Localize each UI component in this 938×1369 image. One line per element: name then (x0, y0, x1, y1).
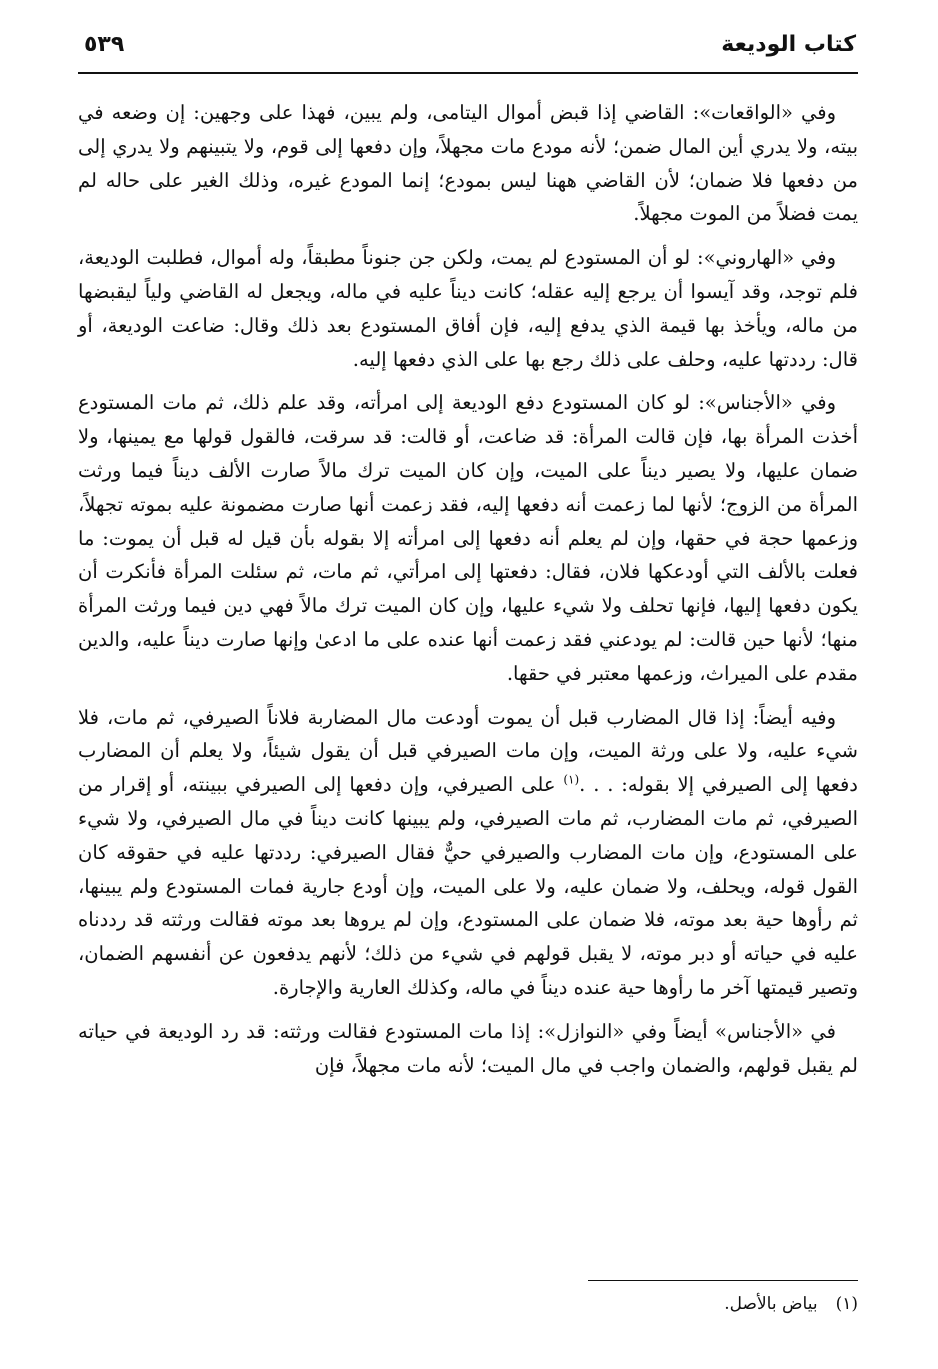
paragraph-mudarib-start: وفيه أيضاً: إذا قال المضارب قبل أن يموت أودعت مال المضاربة فلاناً الصيرفي، ثم مات، فلا شيء عليه، ولا على ورثة الميت، وإن مات الصيرفي قبل أن يقول شيئاً، ولا يعلم أن المضارب دفعها إلى الصيرفي إلا بقوله: . . . (78, 705, 858, 797)
main-text (78, 96, 858, 1082)
paragraph-ajnas: وفي «الأجناس»: لو كان المستودع دفع الوديعة إلى امرأته، وقد علم ذلك، ثم مات المستودع أخذت المرأة بها، فإن قالت المرأة: قد ضاعت، أو قالت: قد سرقت، فالقول قولها مع يمينها، ولا ضمان عليها، ولا يصير ديناً على الميت، وإن كان الميت ترك مالاً صارت الألف ديناً فيما ورثت المرأة من الزوج؛ لأنها لما زعمت أنه دفعها إليه، فقد زعمت أنها صارت مضمونة عليه بموته تجهلاً، وزعمها حجة في حقها، وإن لم يعلم أنه دفعها إلى امرأته إلا بقوله بأن قيل له قبل أن يموت: ما فعلت بالألف التي أودعكها فلان، فقال: دفعتها إلى امرأتي، ثم مات، ثم سئلت المرأة فأنكرت أن يكون دفعها إليها، فإنها تحلف ولا شيء عليها، وإن كان الميت ترك مالاً فهي دين فيما ورثت المرأة منها؛ لأنها حين قالت: لم يودعني فقد زعمت أنها عنده على ما ادعىٰ وإنها صارت ديناً عليه، والدين مقدم على الميراث، وزعمها معتبر في حقها. (78, 391, 858, 685)
paragraph-nawazil: في «الأجناس» أيضاً وفي «النوازل»: إذا مات المستودع فقالت ورثته: قد رد الوديعة في حياته لم يقبل قولهم، والضمان واجب في مال الميت؛ لأنه مات مجهلاً، فإن (78, 1019, 858, 1077)
footnote-number: (١) (835, 1294, 858, 1314)
paragraph-mudarib (78, 701, 858, 1005)
footnote-divider (588, 1280, 858, 1281)
footnote-reference: (١) (563, 772, 580, 787)
header-divider (78, 72, 858, 74)
page-header (78, 18, 858, 78)
footnote (724, 1290, 858, 1318)
book-page (78, 18, 858, 1348)
footnote-text: بياض بالأصل. (724, 1294, 818, 1314)
paragraph-haruni: وفي «الهاروني»: لو أن المستودع لم يمت، ولكن جن جنوناً مطبقاً، وله أموال، فطلبت الوديعة، فلم توجد، وقد آيسوا أن يرجع إليه عقله؛ كانت ديناً عليه في ماله، ويجعل له القاضي ولياً ليقبضها من ماله، ويأخذ بها قيمة الذي يدفع إليه، فإن أفاق المستودع بعد ذلك وقال: ضاعت الوديعة، أو قال: رددتها عليه، وحلف على ذلك رجع بها على الذي دفعها إليه. (78, 246, 858, 371)
running-title: كتاب الوديعة (721, 32, 856, 57)
paragraph-mudarib-end: على الصيرفي، وإن دفعها إلى الصيرفي ببينته، أو إقرار من الصيرفي، ثم مات المضارب، ثم مات الصيرفي، ولم يبينها كانت ديناً في مال الصيرفي، ولا شيء على المستودع، وإن مات المضارب والصيرفي حيٌّ فقال الصيرفي: رددتها عليه في حقوقه كان القول قوله، ويحلف، ولا ضمان عليه، ولا على الميت، وإن أودع جارية فمات المستودع ولم يبينها، ثم رأوها حية بعد موته، فلا ضمان على المستودع، وإن لم يروها بعد موته فقالت ورثته قد رددناه عليه في حياته أو دبر موته، لا يقبل قولهم في شيء من ذلك؛ لأنهم يدفعون عن أنفسهم الضمان، وتصير قيمتها آخر ما رأوها حية عنده ديناً في ماله، وكذلك العارية والإجارة. (78, 773, 858, 999)
page-number: ٥٣٩ (84, 32, 125, 57)
paragraph-waqiat: وفي «الواقعات»: القاضي إذا قبض أموال اليتامى، ولم يبين، فهذا على وجهين: إن وضعه في بيته، ولا يدري أين المال ضمن؛ لأنه مودع مات مجهلاً، وإن دفعها إلى قوم، ولا يتبينهم ولا يدري إلى من دفعها فلا ضمان؛ لأن القاضي ههنا ليس بمودع؛ إنما المودع غيره، وذلك الغير على حاله لم يمت فضلاً من الموت مجهلاً. (78, 101, 858, 226)
